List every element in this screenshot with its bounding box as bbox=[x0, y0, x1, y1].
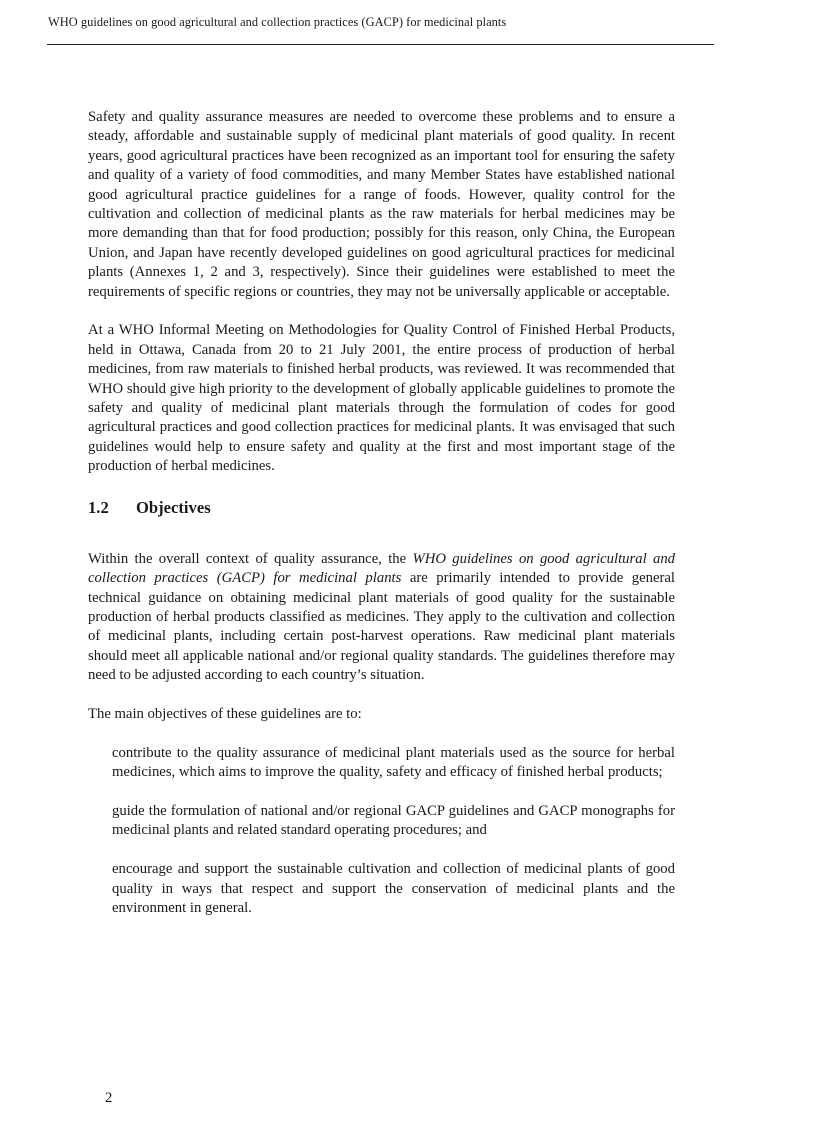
running-header: WHO guidelines on good agricultural and collection practices (GACP) for medicinal plants bbox=[48, 15, 507, 29]
list-item: contribute to the quality assurance of medicinal plant materials used as the source for herbal medicines, which aims to improve the quality, safety and efficacy of finished herbal products; bbox=[112, 744, 675, 781]
body-paragraph: At a WHO Informal Meeting on Methodologies for Quality Control of Finished Herbal Products, held in Ottawa, Canada from 20 to 21 July 2001, the entire process of production of herbal medicines, from raw materials to finished herbal products, was reviewed. It was recommended that WHO should give high priority to the development of globally applicable guidelines to promote the safety and quality of medicinal plant materials through the formulation of codes for good agricultural practices and good collection practices for medicinal plants. It was envisaged that such guidelines would help to ensure safety and quality at the first and most important stage of the production of herbal medicines. bbox=[88, 322, 675, 475]
body-paragraph: Safety and quality assurance measures are needed to overcome these problems and to ensure a steady, affordable and sustainable supply of medicinal plant materials of good quality. In recent years, good agricultural practices have been recognized as an important tool for ensuring the safety and quality of a variety of food commodities, and many Member States have established national good agricultural practice guidelines for a range of foods. However, quality control for the cultivation and collection of medicinal plants as the raw materials for herbal medicines may be more demanding than that for food production; possibly for this reason, only China, the European Union, and Japan have recently developed guidelines on good agricultural practices for medicinal plants (Annexes 1, 2 and 3, respectively). Since their guidelines were established to meet the requirements of specific regions or countries, they may not be universally applicable or acceptable. bbox=[88, 109, 675, 300]
objectives-intro: The main objectives of these guidelines are to: bbox=[88, 705, 362, 722]
header-rule bbox=[47, 44, 714, 45]
paragraph-text: Within the overall context of quality assurance, the bbox=[88, 550, 413, 567]
list-item: encourage and support the sustainable cultivation and collection of medicinal plants of good quality in ways that respect and support the conservation of medicinal plants and the environment in general. bbox=[112, 861, 675, 916]
section-heading bbox=[88, 498, 675, 550]
page-content bbox=[88, 108, 675, 938]
document-title-italic: WHO guidelines on good agricultural and collection practices (GACP) for medicinal plants bbox=[88, 550, 676, 587]
section-number: 1.2 bbox=[88, 497, 109, 517]
list-item: guide the formulation of national and/or regional GACP guidelines and GACP monographs for medicinal plants and related standard operating procedures; and bbox=[112, 802, 675, 839]
page-number: 2 bbox=[105, 1090, 113, 1106]
paragraph-text: are primarily intended to provide general technical guidance on obtaining medicinal plant materials of good quality for the sustainable production of herbal products classified as medicines. They apply to the cultivation and collection of medicinal plants, including certain post-harvest operations. Raw medicinal plant materials should meet all applicable national and/or regional quality standards. The guidelines therefore may need to be adjusted according to each country’s situation. bbox=[88, 570, 675, 684]
section-title: Objectives bbox=[136, 497, 211, 517]
objectives-list bbox=[88, 744, 675, 919]
body-paragraph bbox=[88, 550, 675, 686]
